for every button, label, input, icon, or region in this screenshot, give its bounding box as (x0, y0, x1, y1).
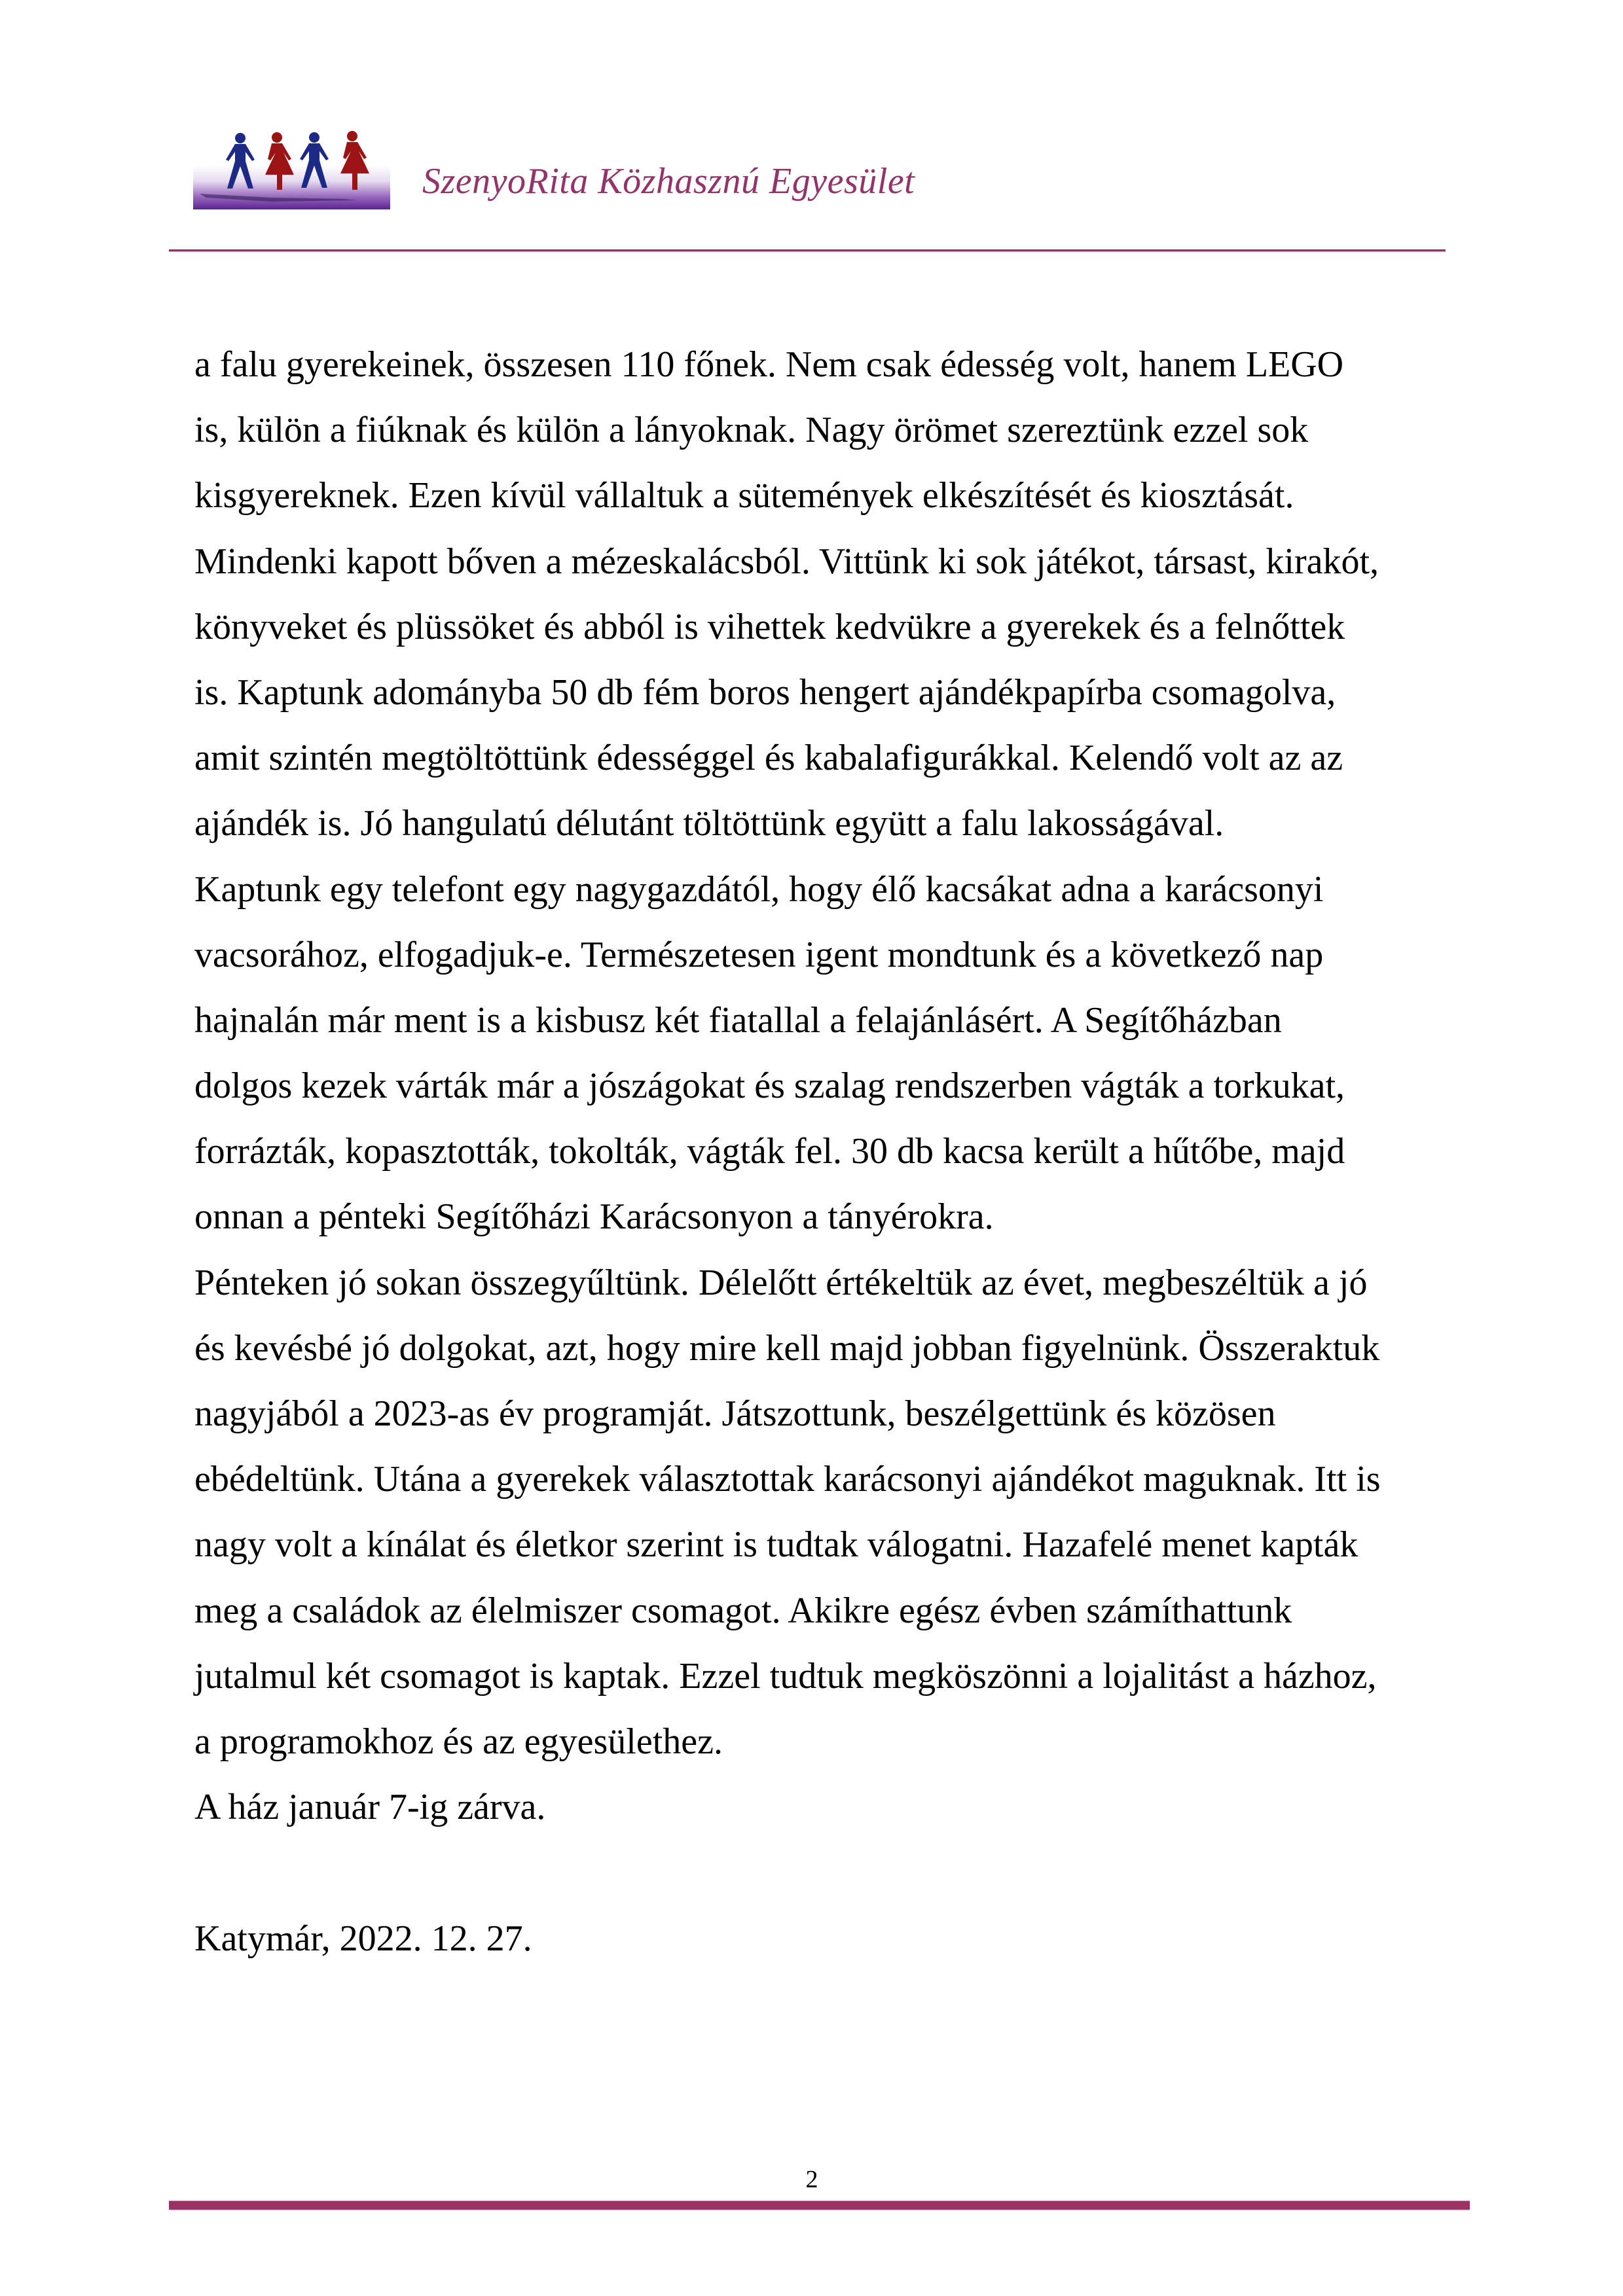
body-line: onnan a pénteki Segítőházi Karácsonyon a tányérokra. (194, 1196, 994, 1238)
document-body (194, 332, 1478, 1971)
body-line: nagyjából a 2023-as év programját. Játszottunk, beszélgettünk és közösen (194, 1393, 1276, 1434)
header-divider (169, 249, 1446, 252)
body-line: jutalmul két csomagot is kaptak. Ezzel tudtuk megköszönni a lojalitást a házhoz, (194, 1655, 1377, 1696)
body-line: is. Kaptunk adományba 50 db fém boros hengert ajándékpapírba csomagolva, (194, 672, 1336, 713)
body-line: nagy volt a kínálat és életkor szerint is tudtak válogatni. Hazafelé menet kapták (194, 1524, 1359, 1566)
blank-line (194, 1840, 1478, 1905)
body-line: Pénteken jó sokan összegyűltünk. Délelőtt értékeltük az évet, megbeszéltük a jó (194, 1262, 1368, 1303)
people-holding-hands-logo-icon (193, 130, 390, 209)
footer-divider-bar (169, 2200, 1470, 2210)
body-line: a programokhoz és az egyesülethez. (194, 1721, 723, 1762)
body-line: is, külön a fiúknak és külön a lányoknak. Nagy örömet szereztünk ezzel sok (194, 410, 1309, 451)
place-and-date: Katymár, 2022. 12. 27. (194, 1918, 532, 1959)
body-line: és kevésbé jó dolgokat, azt, hogy mire kell majd jobban figyelnünk. Összeraktuk (194, 1327, 1380, 1369)
body-line: forrázták, kopasztották, tokolták, vágták fel. 30 db kacsa került a hűtőbe, majd (194, 1131, 1345, 1172)
body-line: amit szintén megtöltöttünk édességgel és kabalafigurákkal. Kelendő volt az az (194, 738, 1343, 779)
organization-name: SzenyoRita Közhasznú Egyesület (422, 161, 915, 202)
body-line: a falu gyerekeinek, összesen 110 főnek. Nem csak édesség volt, hanem LEGO (194, 344, 1344, 385)
closing-notice: A ház január 7-ig zárva. (194, 1787, 546, 1828)
body-line: hajnalán már ment is a kisbusz két fiatallal a felajánlásért. A Segítőházban (194, 999, 1282, 1041)
body-line: ajándék is. Jó hangulatú délutánt töltöttünk együtt a falu lakosságával. (194, 803, 1224, 844)
organization-logo (193, 130, 390, 209)
page-number: 2 (805, 2166, 818, 2193)
body-line: meg a családok az élelmiszer csomagot. Akikre egész évben számíthattunk (194, 1590, 1292, 1631)
body-line: kisgyereknek. Ezen kívül vállaltuk a sütemények elkészítését és kiosztását. (194, 475, 1294, 516)
body-line: Mindenki kapott bőven a mézeskalácsból. Vittünk ki sok játékot, társast, kirakót, (194, 541, 1379, 582)
body-line: dolgos kezek várták már a jószágokat és szalag rendszerben vágták a torkukat, (194, 1066, 1345, 1107)
body-line: ebédeltünk. Utána a gyerekek választottak karácsonyi ajándékot maguknak. Itt is (194, 1459, 1381, 1500)
body-line: vacsorához, elfogadjuk-e. Természetesen igent mondtunk és a következő nap (194, 934, 1324, 975)
body-line: könyveket és plüssöket és abból is vihettek kedvükre a gyerekek és a felnőttek (194, 606, 1345, 647)
body-line: Kaptunk egy telefont egy nagygazdától, hogy élő kacsákat adna a karácsonyi (194, 869, 1324, 910)
